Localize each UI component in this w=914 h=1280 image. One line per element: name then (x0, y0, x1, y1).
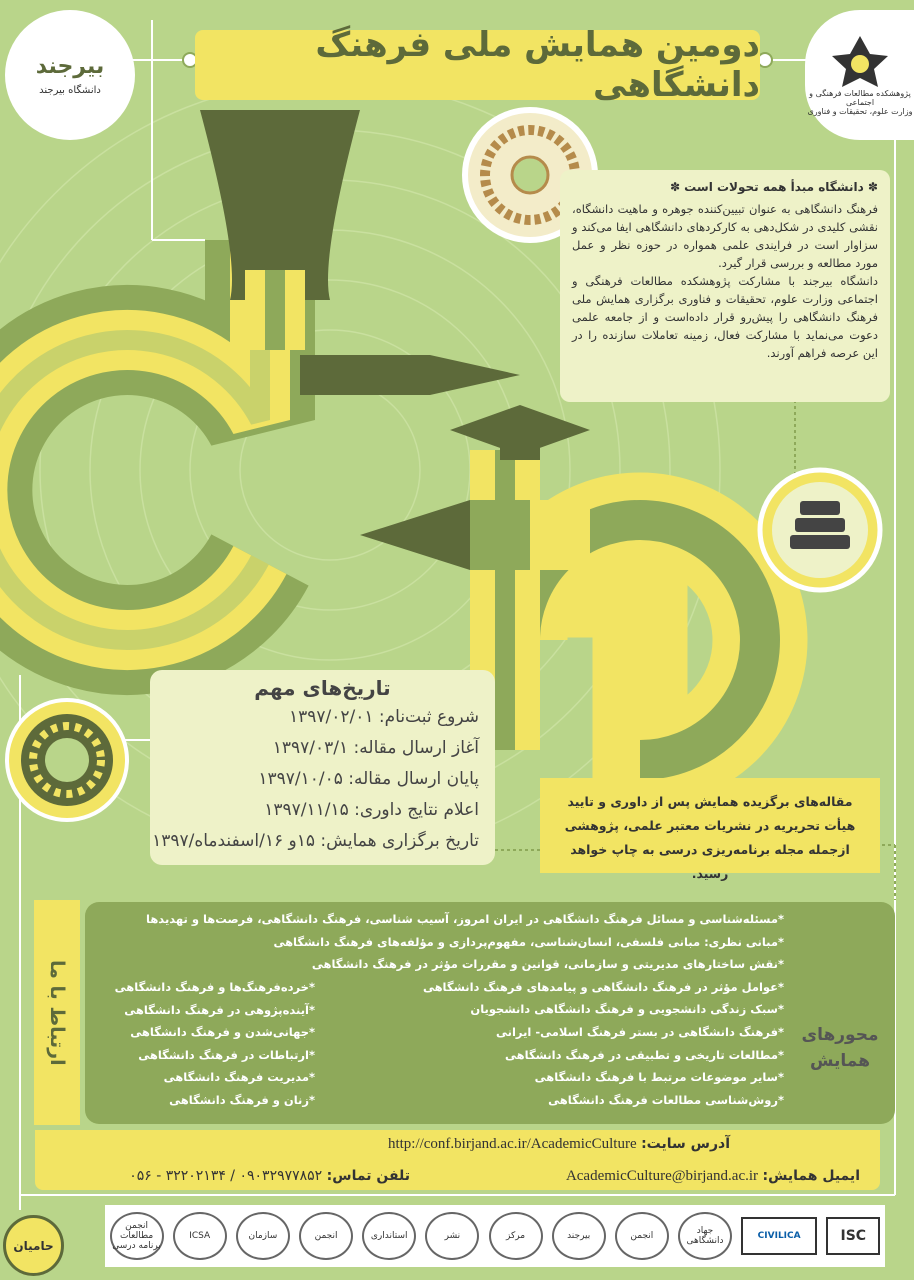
sponsor-logo: جهاد دانشگاهی (678, 1212, 732, 1260)
contact-us-label: ارتباط با ما (46, 959, 68, 1066)
email-label: ایمیل همایش: (762, 1168, 860, 1184)
date-item: اعلام نتایج داوری: ۱۳۹۷/۱۱/۱۵ (264, 800, 479, 820)
sponsor-logo: انجمن (299, 1212, 353, 1260)
topics-label-line2: همایش (810, 1051, 870, 1071)
phone-row (80, 1168, 410, 1184)
phone-numbers: ۰۹۰۳۲۹۷۷۸۵۲ / ۳۲۲۰۲۱۳۴ - ۰۵۶ (129, 1168, 323, 1184)
birjand-university-logo (5, 10, 135, 140)
email-link[interactable]: AcademicCulture@birjand.ac.ir (565, 1168, 759, 1184)
topics-label (790, 1022, 890, 1074)
birjand-logo-mark: بیرجند (35, 54, 105, 79)
intro-heading: ✽ دانشگاه مبدأ همه تحولات است ✽ (669, 180, 878, 194)
institute-emblem-icon (830, 34, 890, 89)
website-row (250, 1136, 730, 1153)
birjand-logo-caption: دانشگاه بیرجند (39, 85, 101, 96)
side-topics-list (95, 976, 315, 1112)
sponsor-logo-isc: ISC (826, 1217, 880, 1255)
date-item: تاریخ برگزاری همایش: ۱۵و ۱۶/اسفندماه/۱۳۹۷ (152, 831, 479, 851)
intro-paragraph-1: فرهنگ دانشگاهی به عنوان تبیین‌کننده جوهره و ماهیت دانشگاه، نقشی کلیدی در شکل‌دهی به کارکردهای دانشگاهی ایفا می‌کند و سزاوار است در فرایندی علمی همواره در حوزه نظر و عمل مورد مطالعه و بررسی قرار گیرد. (572, 202, 878, 270)
page-title: دومین همایش ملی فرهنگ دانشگاهی (195, 30, 760, 100)
topic-item: *عوامل مؤثر در فرهنگ دانشگاهی و پیامدهای فرهنگ دانشگاهی (422, 979, 784, 994)
topic-item: *ارتباطات در فرهنگ دانشگاهی (138, 1047, 315, 1062)
date-item: آغاز ارسال مقاله: ۱۳۹۷/۰۳/۱ (272, 738, 479, 758)
topic-item: *مطالعات تاریخی و تطبیقی در فرهنگ دانشگاهی (505, 1047, 784, 1062)
sponsor-logo-civilica: CIVILICA (741, 1217, 817, 1255)
publication-note: مقاله‌های برگزیده همایش پس از داوری و تایید هیأت تحریریه در نشریات معتبر علمی، پژوهشی ازجمله مجله برنامه‌ریزی درسی به چاپ خواهد رسید. (540, 778, 880, 873)
ministry-caption: وزارت علوم، تحقیقات و فناوری (807, 107, 913, 116)
sponsor-logo: بیرجند (552, 1212, 606, 1260)
intro-box (560, 170, 890, 402)
sponsor-logo: انجمن مطالعات برنامه درسی (110, 1212, 164, 1260)
sponsor-logo: ICSA (173, 1212, 227, 1260)
date-item: شروع ثبت‌نام: ۱۳۹۷/۰۲/۰۱ (288, 707, 479, 727)
topic-item: *سایر موضوعات مرتبط با فرهنگ دانشگاهی (534, 1070, 784, 1085)
website-link[interactable]: http://conf.birjand.ac.ir/AcademicCulture (387, 1136, 637, 1152)
sponsor-logo: نشر (425, 1212, 479, 1260)
sponsor-logo: استانداری (362, 1212, 416, 1260)
topic-item: *مبانی نظری: مبانی فلسفی، انسان‌شناسی، مفهوم‌پردازی و مؤلفه‌های فرهنگ دانشگاهی (273, 934, 784, 949)
topic-item: *مدیریت فرهنگ دانشگاهی (163, 1070, 315, 1085)
topic-item: *نقش ساختارهای مدیریتی و سازمانی، قوانین و مقررات مؤثر در فرهنگ دانشگاهی (311, 957, 784, 972)
topic-item: *جهانی‌شدن و فرهنگ دانشگاهی (130, 1025, 315, 1040)
contact-us-strip (34, 900, 80, 1125)
phone-label: تلفن تماس: (326, 1168, 410, 1184)
sponsors-bar (105, 1205, 885, 1267)
email-row (500, 1168, 860, 1185)
topic-item: *فرهنگ دانشگاهی در بستر فرهنگ اسلامی- ایرانی (496, 1024, 784, 1039)
topic-item: *سبک زندگی دانشجویی و فرهنگ دانشگاهی دانشجویان (470, 1002, 784, 1017)
topic-item: *آینده‌پژوهی در فرهنگ دانشگاهی (124, 1002, 315, 1017)
institute-caption: پژوهشکده مطالعات فرهنگی و اجتماعی (809, 89, 911, 107)
dates-title: تاریخ‌های مهم (254, 676, 391, 700)
sponsors-label: حامیان (3, 1215, 64, 1276)
sponsor-logo: انجمن (615, 1212, 669, 1260)
sponsor-logo: مرکز (489, 1212, 543, 1260)
website-label: آدرس سایت: (641, 1136, 730, 1152)
topics-label-line1: محورهای (801, 1025, 879, 1045)
topic-item: *روش‌شناسی مطالعات فرهنگ دانشگاهی (548, 1092, 784, 1107)
topic-item: *زنان و فرهنگ دانشگاهی (169, 1092, 315, 1107)
date-item: پایان ارسال مقاله: ۱۳۹۷/۱۰/۰۵ (258, 769, 479, 789)
topic-item: *خرده‌فرهنگ‌ها و فرهنگ دانشگاهی (114, 980, 315, 994)
intro-paragraph-2: دانشگاه بیرجند با مشارکت پژوهشکده مطالعات فرهنگی و اجتماعی وزارت علوم، تحقیقات و فناوری برگزاری همایش ملی فرهنگ دانشگاهی را پیش‌رو قرار داده‌است و از جامعه علمی دعوت می‌نماید با مشارکت فعال، زمینه تعاملات سازنده را در این عرصه فراهم آورند. (572, 274, 878, 360)
topic-item: *مسئله‌شناسی و مسائل فرهنگ دانشگاهی در ایران امروز، آسیب شناسی، فرهنگ دانشگاهی، فرصت‌ها و تهدیدها (146, 912, 784, 926)
research-institute-logo (805, 10, 914, 140)
important-dates-box (150, 670, 495, 865)
sponsor-logo: سازمان (236, 1212, 290, 1260)
